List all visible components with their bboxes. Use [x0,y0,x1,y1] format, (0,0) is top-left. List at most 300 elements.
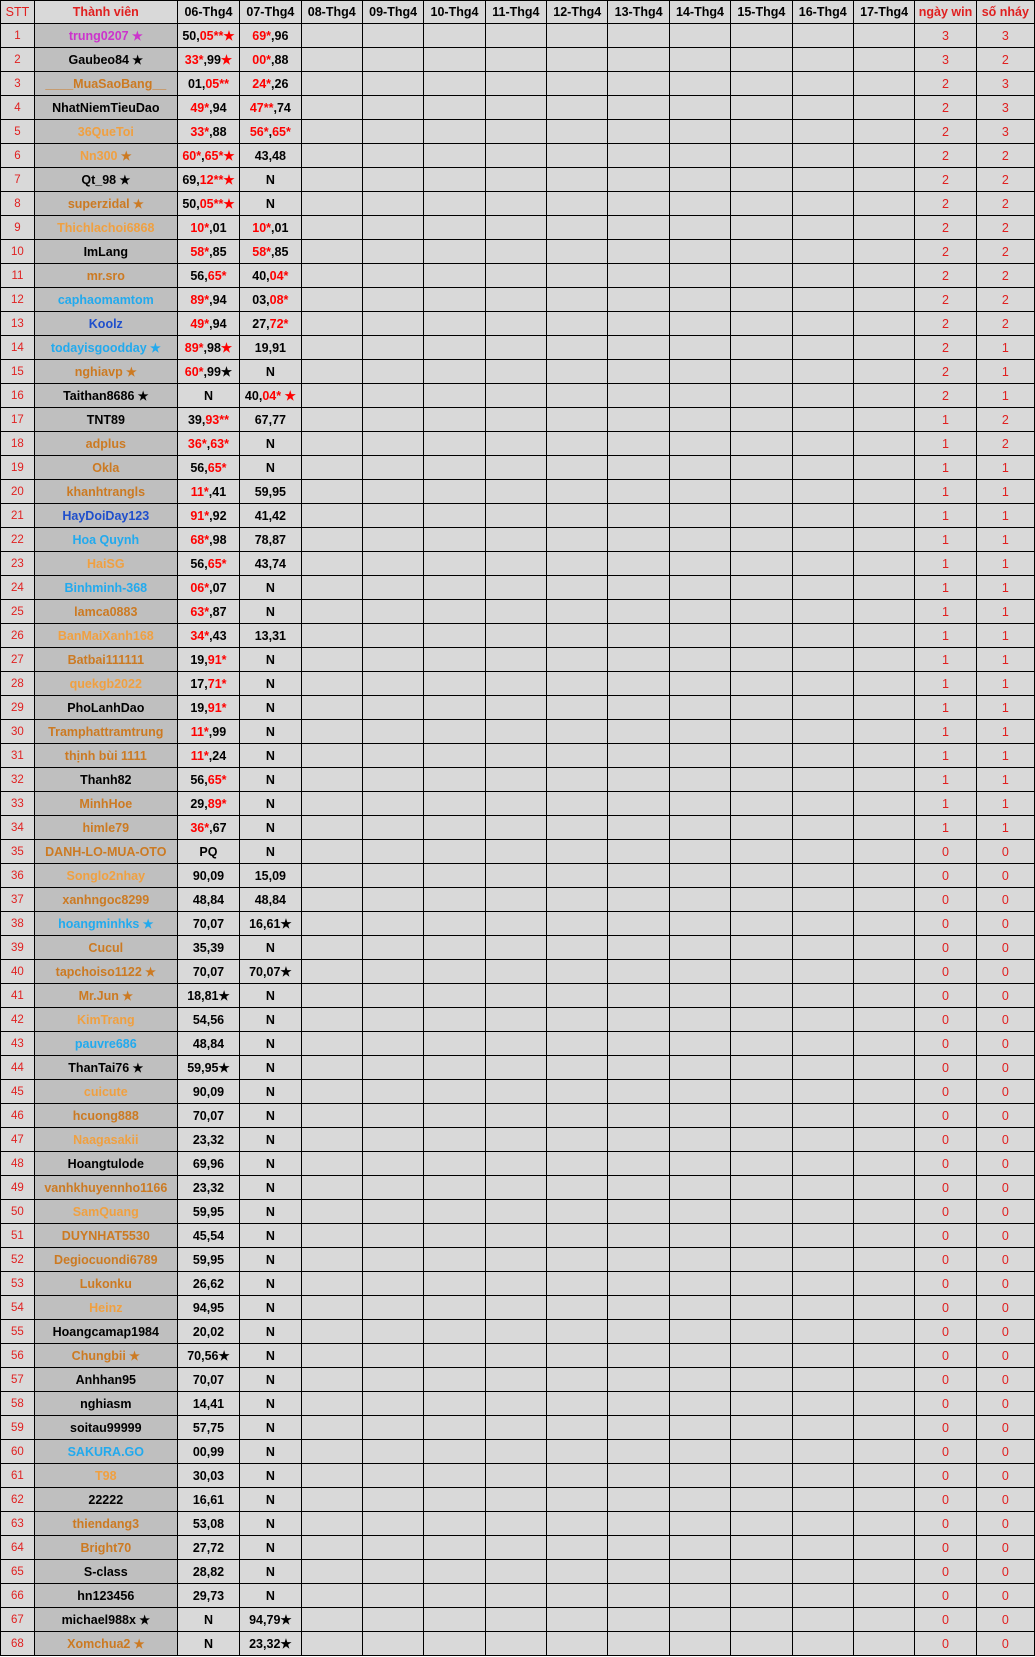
member-name: hoangminhks [58,916,140,931]
result-segment: 70,07 [249,965,281,979]
result-segment: 19, [190,652,208,667]
empty-day-cell [792,1104,853,1128]
win-days: 0 [915,1224,976,1248]
empty-day-cell [608,216,669,240]
result-segment: 04* [269,268,289,283]
day-result-cell [240,576,301,600]
result-segment: 29,73 [192,1588,225,1603]
member-name: pauvre686 [74,1036,137,1051]
empty-day-cell [669,912,730,936]
empty-day-cell [301,432,362,456]
result-segment: 11* [190,484,209,499]
hit-count: 0 [976,1224,1034,1248]
empty-day-cell [608,1464,669,1488]
empty-day-cell [362,1248,423,1272]
empty-day-cell [362,1512,423,1536]
day-result-cell [240,816,301,840]
result-segment: 13,31 [254,628,286,643]
empty-day-cell [731,1008,792,1032]
empty-day-cell [669,672,730,696]
empty-day-cell [792,1056,853,1080]
day-result-cell [240,1560,301,1584]
empty-day-cell [424,336,485,360]
result-segment: , [206,436,211,451]
empty-day-cell [669,576,730,600]
row-stt: 6 [1,144,35,168]
member-name: Mr.Jun [78,988,119,1003]
row-stt: 34 [1,816,35,840]
result-segment: 56, [190,268,208,283]
table-row [1,408,1035,432]
empty-day-cell [424,432,485,456]
empty-day-cell [485,1488,546,1512]
win-days: 1 [915,408,976,432]
empty-day-cell [608,1080,669,1104]
row-stt: 42 [1,1008,35,1032]
result-segment: N [265,940,275,955]
empty-day-cell [853,864,914,888]
hit-count: 1 [976,600,1034,624]
hit-count: 2 [976,432,1034,456]
win-days: 2 [915,120,976,144]
hit-count: 1 [976,552,1034,576]
result-segment: N [265,1468,275,1483]
day-result-cell [177,1632,239,1656]
empty-day-cell [424,1224,485,1248]
empty-day-cell [608,456,669,480]
table-row [1,1152,1035,1176]
empty-day-cell [669,696,730,720]
result-segment: 70,07 [192,1108,225,1123]
empty-day-cell [301,864,362,888]
empty-day-cell [547,840,608,864]
result-segment: 47** [249,100,274,115]
result-segment: 91* [190,508,210,523]
table-row [1,432,1035,456]
table-row [1,1224,1035,1248]
empty-day-cell [362,384,423,408]
result-segment: N [265,1060,275,1075]
hit-count: 0 [976,1296,1034,1320]
day-result-cell [240,1272,301,1296]
empty-day-cell [485,1080,546,1104]
day-result-cell [177,720,239,744]
row-stt: 55 [1,1320,35,1344]
empty-day-cell [792,1152,853,1176]
win-days: 0 [915,1176,976,1200]
empty-day-cell [362,1488,423,1512]
member-name: TNT89 [86,412,125,427]
hit-count: 0 [976,960,1034,984]
hit-count: 1 [976,384,1034,408]
result-segment: 19,91 [254,340,286,355]
result-segment: 69* [252,28,272,43]
result-segment: 49* [190,316,210,331]
table-row [1,696,1035,720]
day-result-cell [177,552,239,576]
empty-day-cell [362,1032,423,1056]
table-row [1,576,1035,600]
day-result-cell [240,1008,301,1032]
empty-day-cell [362,1296,423,1320]
empty-day-cell [547,456,608,480]
empty-day-cell [792,336,853,360]
member-name: michael988x [61,1612,136,1627]
empty-day-cell [731,408,792,432]
empty-day-cell [853,1560,914,1584]
empty-day-cell [669,432,730,456]
empty-day-cell [485,480,546,504]
empty-day-cell [424,1128,485,1152]
empty-day-cell [485,720,546,744]
empty-day-cell [485,1344,546,1368]
hit-count: 2 [976,264,1034,288]
empty-day-cell [485,1440,546,1464]
hit-count: 0 [976,912,1034,936]
member-name: Thanh82 [80,772,132,787]
empty-day-cell [362,1080,423,1104]
empty-day-cell [547,1200,608,1224]
table-row [1,48,1035,72]
empty-day-cell [608,768,669,792]
row-stt: 21 [1,504,35,528]
star-icon: ★ [218,1349,230,1363]
win-days: 1 [915,696,976,720]
result-segment: N [265,652,275,667]
empty-day-cell [669,1464,730,1488]
member-name: 22222 [88,1492,124,1507]
empty-day-cell [608,1152,669,1176]
table-row [1,336,1035,360]
empty-day-cell [301,24,362,48]
empty-day-cell [362,144,423,168]
hit-count: 2 [976,192,1034,216]
empty-day-cell [608,1584,669,1608]
table-row [1,1608,1035,1632]
empty-day-cell [853,816,914,840]
empty-day-cell [485,864,546,888]
result-segment: ,41 [208,484,227,499]
empty-day-cell [608,936,669,960]
result-segment: N [265,988,275,1003]
member-name-cell [34,1176,177,1200]
hit-count: 2 [976,240,1034,264]
member-name: ImLang [83,244,129,259]
day-result-cell [240,1224,301,1248]
empty-day-cell [792,408,853,432]
win-days: 0 [915,1296,976,1320]
empty-day-cell [669,408,730,432]
empty-day-cell [301,1128,362,1152]
empty-day-cell [547,1392,608,1416]
empty-day-cell [424,1464,485,1488]
table-row [1,1248,1035,1272]
empty-day-cell [853,696,914,720]
empty-day-cell [608,384,669,408]
empty-day-cell [424,1488,485,1512]
row-stt: 16 [1,384,35,408]
day-result-cell [240,96,301,120]
empty-day-cell [608,1608,669,1632]
day-result-cell [240,720,301,744]
empty-day-cell [424,480,485,504]
empty-day-cell [853,1152,914,1176]
day-result-cell [240,1344,301,1368]
empty-day-cell [792,192,853,216]
empty-day-cell [608,1512,669,1536]
empty-day-cell [731,576,792,600]
empty-day-cell [362,1272,423,1296]
win-days: 3 [915,24,976,48]
empty-day-cell [608,144,669,168]
empty-day-cell [485,408,546,432]
empty-day-cell [731,960,792,984]
empty-day-cell [669,456,730,480]
empty-day-cell [547,432,608,456]
empty-day-cell [485,504,546,528]
result-segment: N [265,1324,275,1339]
row-stt: 41 [1,984,35,1008]
row-stt: 27 [1,648,35,672]
day-result-cell [177,1296,239,1320]
empty-day-cell [485,888,546,912]
empty-day-cell [547,384,608,408]
empty-day-cell [547,240,608,264]
empty-day-cell [547,672,608,696]
empty-day-cell [792,120,853,144]
empty-day-cell [853,1008,914,1032]
empty-day-cell [362,1152,423,1176]
empty-day-cell [301,1200,362,1224]
row-stt: 40 [1,960,35,984]
day-result-cell [177,1248,239,1272]
win-days: 0 [915,1008,976,1032]
empty-day-cell [424,1248,485,1272]
result-segment: 43,48 [254,148,286,163]
day-result-cell [240,1128,301,1152]
day-result-cell [240,48,301,72]
row-stt: 39 [1,936,35,960]
result-segment: 12** [199,173,224,187]
result-segment: N [265,1036,275,1051]
empty-day-cell [792,24,853,48]
hit-count: 1 [976,720,1034,744]
result-segment: 40, [244,389,263,403]
win-days: 1 [915,480,976,504]
result-segment: 65* [207,460,227,475]
empty-day-cell [424,936,485,960]
result-segment: 60* [182,149,202,163]
empty-day-cell [853,1368,914,1392]
empty-day-cell [792,1272,853,1296]
table-row [1,1008,1035,1032]
empty-day-cell [301,408,362,432]
member-name-cell [34,384,177,408]
empty-day-cell [792,1608,853,1632]
empty-day-cell [301,216,362,240]
empty-day-cell [792,696,853,720]
member-name: nghiavp [74,364,123,379]
member-name: DUYNHAT5530 [61,1228,150,1243]
day-result-cell [177,528,239,552]
table-body [1,24,1035,1656]
member-name: ____MuaSaoBang__ [45,76,167,91]
member-name: HayDoiDay123 [62,508,150,523]
result-segment: 39, [187,412,206,427]
win-days: 1 [915,624,976,648]
empty-day-cell [547,1080,608,1104]
empty-day-cell [301,192,362,216]
empty-day-cell [608,168,669,192]
result-segment: 10* [252,220,272,235]
result-segment: N [265,196,275,211]
result-segment: 65* [204,149,224,163]
star-icon: ★ [116,172,131,187]
empty-day-cell [424,24,485,48]
table-row [1,1080,1035,1104]
day-result-cell [240,840,301,864]
empty-day-cell [301,720,362,744]
empty-day-cell [792,1320,853,1344]
empty-day-cell [424,1056,485,1080]
result-segment: 03, [252,292,270,307]
member-name: PhoLanhDao [67,700,145,715]
result-segment: 59,95 [254,484,286,499]
empty-day-cell [424,1584,485,1608]
result-segment: , [201,149,205,163]
empty-day-cell [608,552,669,576]
row-stt: 9 [1,216,35,240]
empty-day-cell [669,1560,730,1584]
day-result-cell [177,1368,239,1392]
empty-day-cell [547,120,608,144]
member-name-cell [34,792,177,816]
member-name-cell [34,336,177,360]
star-icon: ★ [146,340,161,355]
result-segment: 34* [190,628,210,643]
empty-day-cell [853,1464,914,1488]
empty-day-cell [792,1440,853,1464]
empty-day-cell [485,600,546,624]
member-name-cell [34,1368,177,1392]
empty-day-cell [853,1248,914,1272]
table-row [1,720,1035,744]
result-segment: 23,32 [249,1637,281,1651]
empty-day-cell [301,816,362,840]
row-stt: 62 [1,1488,35,1512]
day-result-cell [240,1368,301,1392]
day-result-cell [240,1080,301,1104]
empty-day-cell [853,312,914,336]
member-name: Hoangtulode [67,1156,144,1171]
empty-day-cell [424,168,485,192]
result-segment: ,92 [209,508,227,523]
empty-day-cell [792,48,853,72]
empty-day-cell [301,1056,362,1080]
win-days: 2 [915,144,976,168]
empty-day-cell [362,1608,423,1632]
empty-day-cell [669,552,730,576]
result-segment: N [265,1180,275,1195]
result-segment: 94,95 [192,1300,225,1315]
empty-day-cell [424,312,485,336]
table-row [1,1056,1035,1080]
empty-day-cell [853,1440,914,1464]
empty-day-cell [424,408,485,432]
empty-day-cell [853,1512,914,1536]
header-day: 06-Thg4 [177,1,239,24]
win-days: 1 [915,672,976,696]
empty-day-cell [792,816,853,840]
empty-day-cell [731,1272,792,1296]
row-stt: 3 [1,72,35,96]
empty-day-cell [792,504,853,528]
member-name: Cucul [88,940,124,955]
row-stt: 38 [1,912,35,936]
day-result-cell [240,1512,301,1536]
empty-day-cell [731,48,792,72]
hit-count: 1 [976,768,1034,792]
day-result-cell [177,1224,239,1248]
member-name: khanhtrangls [66,484,146,499]
empty-day-cell [547,744,608,768]
result-segment: 27, [252,316,270,331]
empty-day-cell [608,1392,669,1416]
day-result-cell [177,888,239,912]
header-day: 16-Thg4 [792,1,853,24]
empty-day-cell [485,1584,546,1608]
day-result-cell [240,432,301,456]
day-result-cell [240,600,301,624]
empty-day-cell [485,672,546,696]
hit-count: 1 [976,624,1034,648]
empty-day-cell [669,1440,730,1464]
empty-day-cell [669,504,730,528]
empty-day-cell [485,744,546,768]
row-stt: 31 [1,744,35,768]
hit-count: 2 [976,216,1034,240]
day-result-cell [177,480,239,504]
empty-day-cell [485,696,546,720]
member-name: Chungbii [71,1348,126,1363]
empty-day-cell [669,216,730,240]
empty-day-cell [792,432,853,456]
empty-day-cell [731,96,792,120]
empty-day-cell [731,912,792,936]
empty-day-cell [485,72,546,96]
result-segment: 33* [190,124,210,139]
empty-day-cell [485,984,546,1008]
empty-day-cell [608,1224,669,1248]
empty-day-cell [669,1536,730,1560]
empty-day-cell [669,1632,730,1656]
member-name: cuicute [83,1084,128,1099]
empty-day-cell [362,432,423,456]
member-name-cell [34,1392,177,1416]
empty-day-cell [608,840,669,864]
empty-day-cell [792,1080,853,1104]
win-days: 1 [915,576,976,600]
empty-day-cell [669,120,730,144]
table-row [1,960,1035,984]
empty-day-cell [301,1224,362,1248]
row-stt: 58 [1,1392,35,1416]
result-segment: 70,07 [192,916,225,931]
empty-day-cell [362,1104,423,1128]
result-segment: 26,62 [192,1276,225,1291]
result-segment: 29, [190,796,208,811]
member-name-cell [34,1488,177,1512]
